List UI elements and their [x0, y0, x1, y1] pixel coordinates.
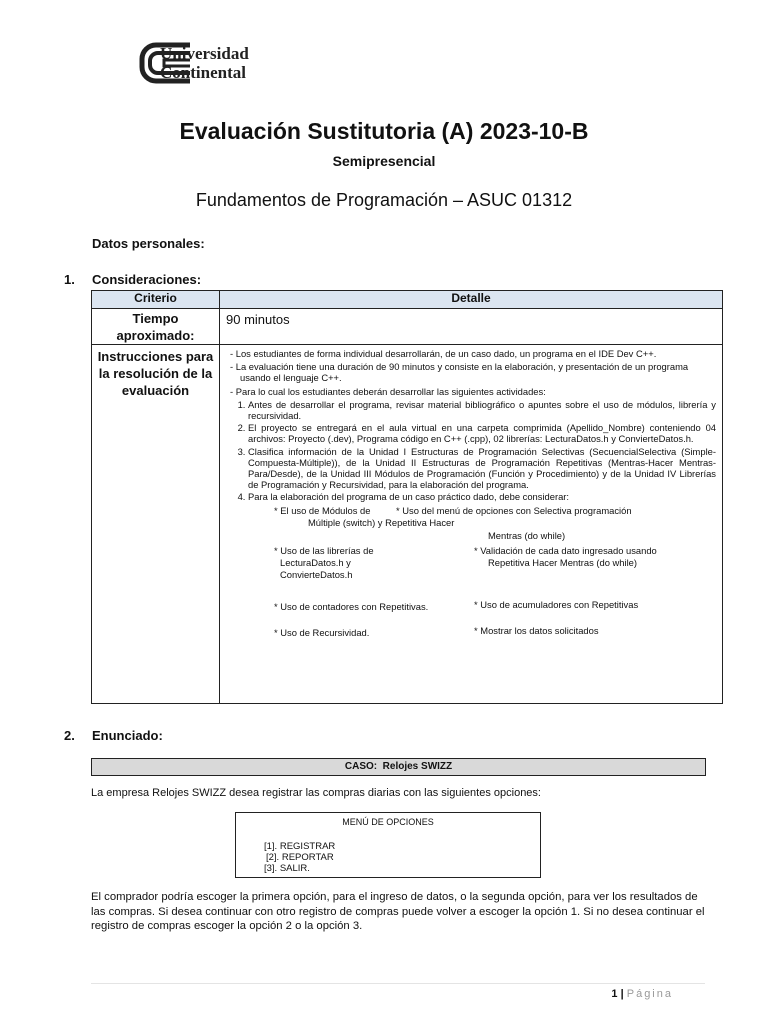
datos-personales-label: Datos personales:	[92, 236, 205, 251]
case-intro: La empresa Relojes SWIZZ desea registrar las compras diarias con las siguientes opciones:	[91, 787, 541, 799]
step-item: 1. Antes de desarrollar el programa, revisar material bibliográfico o apuntes sobre el uso de módulos, librería y recursividad.	[248, 399, 716, 421]
section-1-heading: 1. Consideraciones:	[64, 272, 202, 287]
instrucciones-label: Instrucciones para la resolución de la evaluación	[92, 345, 220, 704]
req-modulos: * El uso de Módulos de	[274, 504, 371, 516]
caso-banner: CASO: Relojes SWIZZ	[91, 758, 706, 776]
step-item: 2. El proyecto se entregará en el aula virtual en una carpeta comprimida (Apellido_Nombre) conteniendo 04 archivos: Proyecto (.dev), Programa código en C++ (.cpp), 02 librerías: LecturaDatos.h y ConvierteDatos.h.	[248, 422, 716, 444]
menu-title: MENÚ DE OPCIONES	[342, 817, 434, 827]
exam-modality: Semipresencial	[332, 153, 436, 169]
bullet-item: - La evaluación tiene una duración de 90 minutos y consiste en la elaboración, y presentación de un programa usando el lenguaje C++.	[230, 361, 689, 384]
step-item: 3. Clasifica información de la Unidad I Estructuras de Programación Selectivas (SecuencialSelectiva (Simple-Compuesta-Múltiple)), de la Unidad II Estructuras de Programación Repetitivas (Mentras-Hacer Mentras-Para/Desde), de la Unidad III Módulos de Programación (Función y Procedimiento) y de la Unidad IV Librerías de Programación y Recursividad, para la elaboración del programa.	[248, 446, 716, 491]
course-name: Fundamentos de Programación – ASUC 01312	[195, 190, 573, 210]
req-menu-2: Múltiple (switch) y Repetitiva Hacer	[308, 516, 455, 528]
req-librerias-2: LecturaDatos.h y	[280, 556, 351, 568]
req-validacion: * Validación de cada dato ingresado usando	[474, 544, 657, 556]
page-separator: |	[620, 988, 624, 1000]
req-contadores: * Uso de contadores con Repetitivas.	[274, 600, 429, 612]
page-label: Página	[626, 988, 673, 1000]
tiempo-value: 90 minutos	[220, 309, 723, 345]
university-name: Universidad Continental	[160, 44, 249, 82]
instrucciones-detail	[220, 345, 723, 704]
menu-option-1: [1]. REGISTRAR	[264, 841, 336, 852]
tiempo-label: Tiempo aproximado:	[92, 309, 220, 345]
menu-option-2: [2]. REPORTAR	[266, 852, 334, 863]
req-recursividad: * Uso de Recursividad.	[274, 626, 370, 638]
exam-title: Evaluación Sustitutoria (A) 2023-10-B	[179, 118, 589, 144]
req-menu-3: Mentras (do while)	[488, 529, 566, 541]
header-detalle: Detalle	[220, 291, 723, 309]
bullet-item: - Para lo cual los estudiantes deberán desarrollar las siguientes actividades:	[230, 385, 546, 397]
req-librerias-3: ConvierteDatos.h	[280, 568, 353, 580]
page-footer	[611, 988, 673, 1000]
requirements-grid	[226, 505, 716, 675]
footer-divider	[91, 983, 705, 984]
menu-option-3: [3]. SALIR.	[264, 863, 310, 874]
step-item: 4. Para la elaboración del programa de un caso práctico dado, debe considerar:	[248, 491, 716, 502]
header-criterio: Criterio	[92, 291, 220, 309]
section-2-heading: 2. Enunciado:	[64, 728, 163, 743]
req-validacion-2: Repetitiva Hacer Mentras (do while)	[488, 556, 638, 568]
req-acumuladores: * Uso de acumuladores con Repetitivas	[474, 598, 639, 610]
considerations-table	[91, 290, 723, 704]
page-number: 1	[611, 988, 618, 1000]
req-mostrar: * Mostrar los datos solicitados	[474, 624, 599, 636]
case-paragraph: El comprador podría escoger la primera opción, para el ingreso de datos, o la segunda opción, para ver los resultados de las compras. Si desea continuar con otro registro de compras puede volver a escoger la opción 1. Si no desea continuar el registro de compras escoger la opción 2 o la opción 3.	[91, 891, 705, 933]
req-menu: * Uso del menú de opciones con Selectiva programación	[396, 504, 632, 516]
menu-box	[235, 812, 541, 878]
req-librerias: * Uso de las librerías de	[274, 544, 374, 556]
bullet-item: - Los estudiantes de forma individual desarrollarán, de un caso dado, un programa en el IDE Dev C++.	[230, 348, 657, 359]
